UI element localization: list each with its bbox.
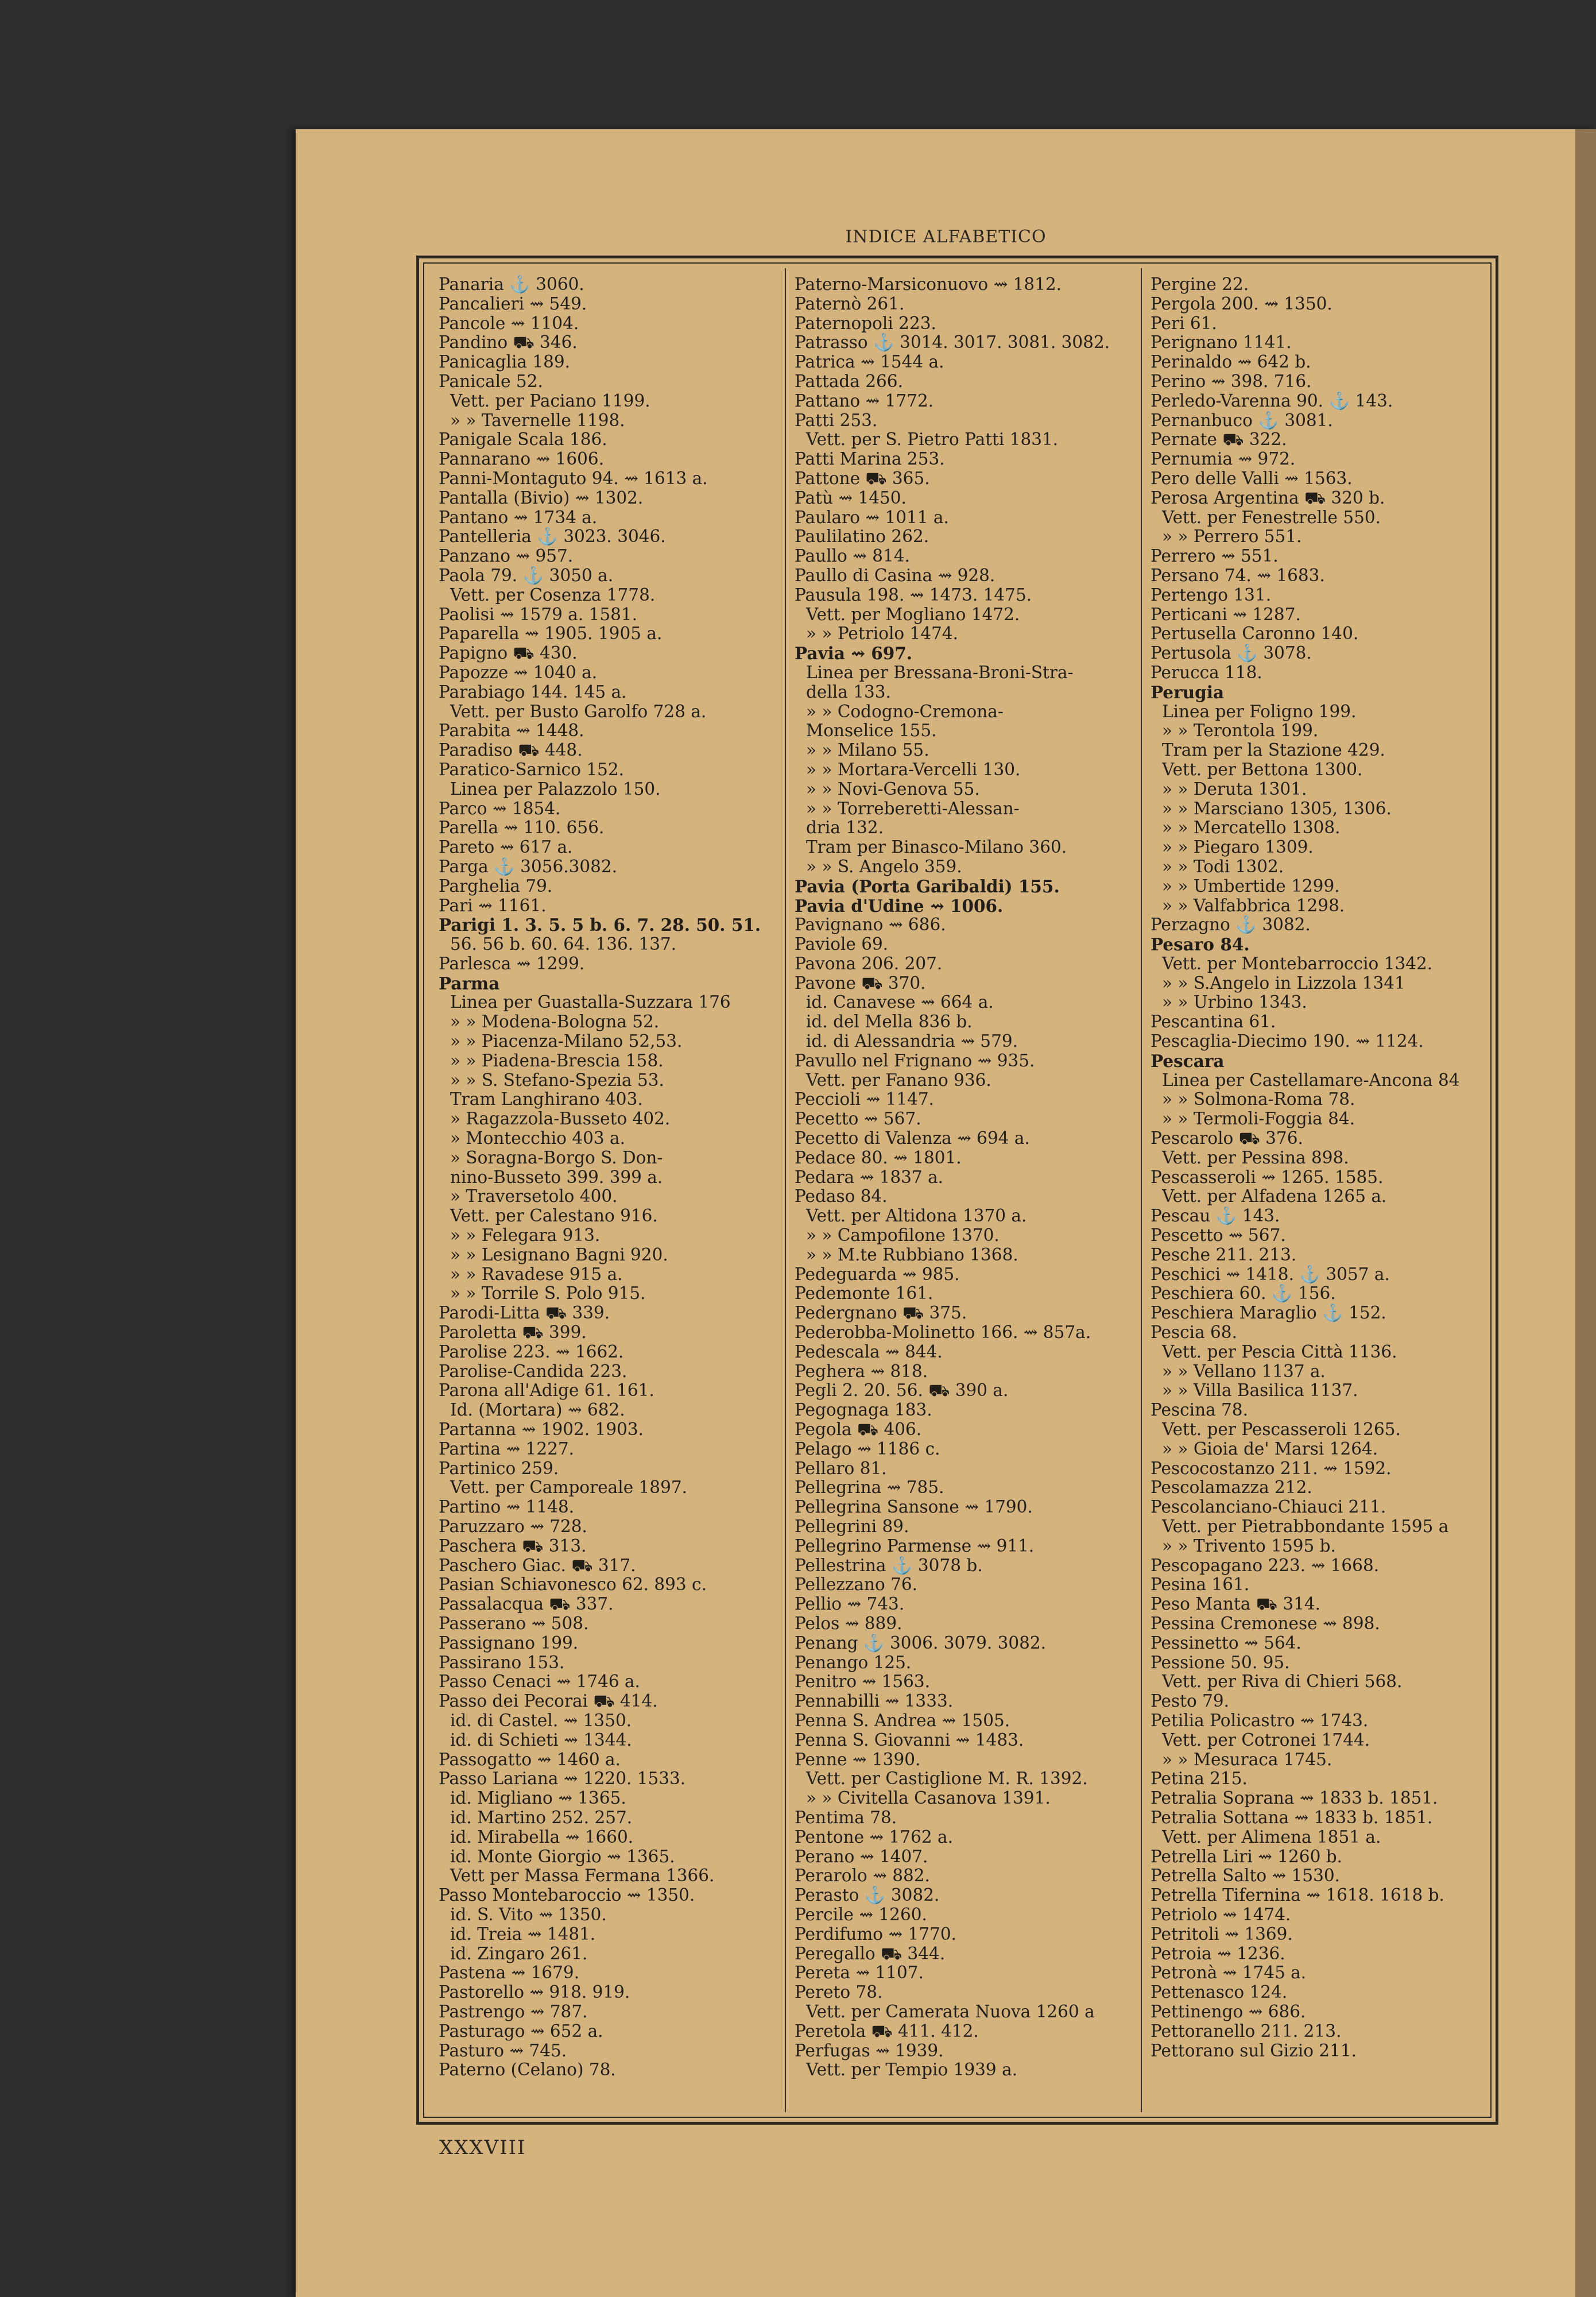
index-entry: Perino ⇝ 398. 716. [1150,372,1312,391]
index-entry: Pescasseroli ⇝ 1265. 1585. [1150,1167,1384,1187]
index-entry: Linea per Guastalla-Suzzara 176 [450,993,731,1012]
index-entry: » » Gioia de' Marsi 1264. [1162,1439,1378,1459]
page-header: INDICE ALFABETICO [845,227,1047,247]
index-entry: Pertusola ⚓ 3078. [1150,644,1312,663]
index-entry: Pastrengo ⇝ 787. [439,2002,588,2021]
index-entry: Pastorello ⇝ 918. 919. [439,1983,630,2002]
index-entry: Parlesca ⇝ 1299. [439,954,585,973]
index-entry: Peso Manta ⛟ 314. [1150,1595,1321,1614]
index-entry: Vett. per Altidona 1370 a. [806,1206,1027,1226]
index-entry: id. di Schieti ⇝ 1344. [450,1730,632,1750]
index-entry: id. Monte Giorgio ⇝ 1365. [450,1847,675,1866]
index-entry: Parodi-Litta ⛟ 339. [439,1304,610,1323]
index-entry: Partino ⇝ 1148. [439,1498,575,1517]
index-entry: Patti 253. [795,411,878,430]
index-entry: Panaria ⚓ 3060. [439,275,584,294]
index-entry: Paternò 261. [795,294,905,314]
index-entry: » » Mesuraca 1745. [1162,1750,1332,1769]
index-entry: Paradiso ⛟ 448. [439,741,583,760]
index-entry: » » Ravadese 915 a. [450,1264,623,1284]
index-entry: Penango 125. [795,1653,912,1672]
index-entry: Perzagno ⚓ 3082. [1150,915,1311,935]
index-entry: Penna S. Giovanni ⇝ 1483. [795,1730,1024,1750]
index-entry: Perano ⇝ 1407. [795,1847,928,1866]
index-entry: Patrica ⇝ 1544 a. [795,353,944,372]
index-entry: Pavullo nel Frignano ⇝ 935. [795,1051,1035,1070]
index-entry: Percile ⇝ 1260. [795,1905,927,1924]
index-entry: Perignano 1141. [1150,333,1292,353]
index-entry: Pellio ⇝ 743. [795,1595,905,1614]
index-entry: Pellegrina Sansone ⇝ 1790. [795,1498,1033,1517]
index-entry: Pentima 78. [795,1808,897,1827]
index-entry: Pedemonte 161. [795,1284,933,1304]
index-entry: » » M.te Rubbiano 1368. [806,1245,1018,1264]
index-entry: Passo Cenaci ⇝ 1746 a. [439,1672,640,1692]
index-entry: Linea per Foligno 199. [1162,702,1357,721]
index-entry: Pero delle Valli ⇝ 1563. [1150,469,1353,488]
index-entry: Paulilatino 262. [795,527,929,547]
index-entry: Pecetto di Valenza ⇝ 694 a. [795,1129,1030,1148]
index-entry: Pescolanciano-Chiauci 211. [1150,1498,1386,1517]
index-entry: Vett. per Fenestrelle 550. [1162,508,1381,527]
index-entry: Paroletta ⛟ 399. [439,1323,587,1343]
index-entry: Vett. per Cosenza 1778. [450,585,656,605]
index-entry: id. S. Vito ⇝ 1350. [450,1905,607,1924]
index-entry: Paparella ⇝ 1905. 1905 a. [439,624,663,644]
index-entry: Perugia [1150,682,1225,702]
column-divider [785,268,786,2112]
index-entry: Vett. per Camerata Nuova 1260 a [806,2002,1095,2021]
index-entry: Pesina 161. [1150,1575,1250,1595]
index-entry: Perucca 118. [1150,663,1262,682]
index-entry: Vett. per Mogliano 1472. [806,605,1020,624]
index-column-3 [1150,275,1495,2060]
index-entry: Pernanbuco ⚓ 3081. [1150,411,1333,430]
index-entry: Paterno (Celano) 78. [439,2060,616,2080]
index-entry: nino-Busseto 399. 399 a. [450,1167,663,1187]
index-entry: Pedara ⇝ 1837 a. [795,1167,944,1187]
index-entry: Parona all'Adige 61. 161. [439,1381,654,1401]
index-entry: Paviole 69. [795,935,889,954]
index-entry: Pellegrini 89. [795,1517,909,1536]
index-entry: Pellegrina ⇝ 785. [795,1478,944,1498]
index-entry: Peregallo ⛟ 344. [795,1944,946,1963]
index-entry: Paterno-Marsiconuovo ⇝ 1812. [795,275,1062,294]
index-entry: id. Mirabella ⇝ 1660. [450,1827,634,1847]
index-entry: Paternopoli 223. [795,314,936,333]
index-entry: Peccioli ⇝ 1147. [795,1090,935,1109]
index-entry: Pausula 198. ⇝ 1473. 1475. [795,585,1032,605]
index-entry: Pattano ⇝ 1772. [795,391,934,411]
index-entry: Pettoranello 211. 213. [1150,2021,1342,2041]
index-entry: Id. (Mortara) ⇝ 682. [450,1401,625,1420]
index-entry: Panzano ⇝ 957. [439,547,574,566]
index-entry: Vett. per Bettona 1300. [1162,760,1363,779]
index-entry: id. di Castel. ⇝ 1350. [450,1711,632,1730]
index-entry: Peghera ⇝ 818. [795,1362,928,1381]
index-entry: Passignano 199. [439,1633,579,1653]
index-entry: Tram per la Stazione 429. [1162,741,1385,760]
index-entry: Vett. per Castiglione M. R. 1392. [806,1769,1088,1789]
index-entry: » » Felegara 913. [450,1226,601,1246]
index-entry: id. Migliano ⇝ 1365. [450,1789,626,1808]
index-entry: Vett. per Cotronei 1744. [1162,1730,1370,1750]
index-entry: » » Umbertide 1299. [1162,876,1340,896]
index-entry: Pellaro 81. [795,1459,887,1478]
index-entry: Penang ⚓ 3006. 3079. 3082. [795,1633,1047,1653]
index-entry: Pescaglia-Diecimo 190. ⇝ 1124. [1150,1032,1424,1051]
index-entry: Vett. per Pescia Città 1136. [1162,1342,1397,1362]
index-entry: Pennabilli ⇝ 1333. [795,1692,954,1711]
index-entry: Pescantina 61. [1150,1012,1276,1032]
index-entry: Paratico-Sarnico 152. [439,760,625,779]
index-entry: Passo Lariana ⇝ 1220. 1533. [439,1769,686,1789]
index-entry: Parella ⇝ 110. 656. [439,818,605,838]
index-entry: » Ragazzola-Busseto 402. [450,1109,671,1129]
index-entry: Paularo ⇝ 1011 a. [795,508,949,527]
index-entry: Parolise 223. ⇝ 1662. [439,1342,624,1362]
index-entry: Papigno ⛟ 430. [439,644,578,663]
index-entry: Pesto 79. [1150,1692,1230,1711]
index-entry: id. Treia ⇝ 1481. [450,1924,596,1944]
index-entry: » » Lesignano Bagni 920. [450,1245,668,1264]
index-entry: Perfugas ⇝ 1939. [795,2041,944,2060]
index-entry: Perrero ⇝ 551. [1150,547,1279,566]
index-entry: 56. 56 b. 60. 64. 136. 137. [450,935,677,954]
index-entry: Tram per Binasco-Milano 360. [806,838,1067,857]
index-entry: Pattone ⛟ 365. [795,469,930,488]
index-entry: » » Termoli-Foggia 84. [1162,1109,1355,1129]
index-entry: Vett. per Alimena 1851 a. [1162,1827,1381,1847]
index-entry: Petina 215. [1150,1769,1248,1789]
index-entry: Parma [439,973,500,993]
index-entry: Pavona 206. 207. [795,954,943,973]
index-entry: Petralia Sottana ⇝ 1833 b. 1851. [1150,1808,1433,1827]
index-entry: Pettinengo ⇝ 686. [1150,2002,1306,2021]
index-entry: Partanna ⇝ 1902. 1903. [439,1420,644,1440]
index-entry: Penne ⇝ 1390. [795,1750,921,1769]
index-entry: » » Torrile S. Polo 915. [450,1284,646,1304]
index-entry: Petralia Soprana ⇝ 1833 b. 1851. [1150,1789,1438,1808]
index-entry: » » Civitella Casanova 1391. [806,1789,1051,1808]
index-entry: Pegola ⛟ 406. [795,1420,922,1440]
index-entry: Pescina 78. [1150,1401,1248,1420]
index-entry: Pereto 78. [795,1983,883,2002]
index-entry: Paola 79. ⚓ 3050 a. [439,566,614,585]
index-entry: » » Tavernelle 1198. [450,411,625,430]
index-entry: » » Todi 1302. [1162,857,1284,876]
index-entry: Parghelia 79. [439,876,553,896]
index-entry: Pentone ⇝ 1762 a. [795,1827,953,1847]
index-entry: » » Novi-Genova 55. [806,779,980,799]
index-entry: Peschiera 60. ⚓ 156. [1150,1284,1336,1304]
index-entry: Petrella Tifernina ⇝ 1618. 1618 b. [1150,1886,1444,1905]
index-entry: Pernumia ⇝ 972. [1150,450,1296,469]
index-entry: Pernate ⛟ 322. [1150,430,1287,450]
index-entry: Pettorano sul Gizio 211. [1150,2041,1357,2060]
index-entry: Paolisi ⇝ 1579 a. 1581. [439,605,638,624]
index-entry: della 133. [806,682,891,702]
index-entry: Pancalieri ⇝ 549. [439,294,587,314]
index-entry: Linea per Castellamare-Ancona 84 [1162,1070,1460,1090]
index-entry: Partinico 259. [439,1459,559,1478]
index-entry: Pavia d'Udine ⇝ 1006. [795,896,1004,916]
index-entry: Parga ⚓ 3056.3082. [439,857,618,876]
index-entry: id. di Alessandria ⇝ 579. [806,1032,1018,1051]
page-number: XXXVIII [439,2136,526,2159]
index-entry: Vett. per Fanano 936. [806,1070,991,1090]
index-entry: Pescopagano 223. ⇝ 1668. [1150,1556,1380,1575]
index-entry: Paullo di Casina ⇝ 928. [795,566,995,585]
index-entry: » » Mortara-Vercelli 130. [806,760,1021,779]
index-entry: Pavia ⇝ 697. [795,644,913,663]
index-entry: Pavia (Porta Garibaldi) 155. [795,876,1060,896]
index-entry: Perosa Argentina ⛟ 320 b. [1150,488,1385,508]
index-entry: Pessione 50. 95. [1150,1653,1290,1672]
index-entry: Vett per Massa Fermana 1366. [450,1866,715,1886]
index-entry: Pederobba-Molinetto 166. ⇝ 857a. [795,1323,1091,1343]
index-entry: Pantalla (Bivio) ⇝ 1302. [439,488,644,508]
index-entry: » » Terontola 199. [1162,721,1319,741]
index-entry: Panni-Montaguto 94. ⇝ 1613 a. [439,469,708,488]
index-entry: Pancole ⇝ 1104. [439,314,579,333]
index-entry: Pescetto ⇝ 567. [1150,1226,1286,1246]
index-entry: » » Deruta 1301. [1162,779,1307,799]
column-divider [1141,268,1142,2112]
index-entry: » Traversetolo 400. [450,1187,618,1206]
index-entry: Passo Montebaroccio ⇝ 1350. [439,1886,695,1905]
index-entry: Pergine 22. [1150,275,1249,294]
index-entry: Patù ⇝ 1450. [795,488,907,508]
index-entry: Pavignano ⇝ 686. [795,915,946,935]
index-entry: Pelago ⇝ 1186 c. [795,1439,940,1459]
index-entry: Vett. per S. Pietro Patti 1831. [806,430,1059,450]
index-entry: Pannarano ⇝ 1606. [439,450,605,469]
index-entry: Parabiago 144. 145 a. [439,682,627,702]
index-entry: Passo dei Pecorai ⛟ 414. [439,1692,658,1711]
index-entry: Peschici ⇝ 1418. ⚓ 3057 a. [1150,1264,1390,1284]
index-entry: Panicaglia 189. [439,353,571,372]
index-entry: » » Valfabbrica 1298. [1162,896,1345,915]
index-entry: Pelos ⇝ 889. [795,1614,902,1633]
index-entry: Pescara [1150,1051,1225,1071]
index-entry: id. Martino 252. 257. [450,1808,633,1827]
index-entry: Passirano 153. [439,1653,565,1672]
index-entry: Pescarolo ⛟ 376. [1150,1129,1303,1148]
index-entry: Pergola 200. ⇝ 1350. [1150,294,1332,314]
index-entry: Pellestrina ⚓ 3078 b. [795,1556,983,1575]
index-entry: Pasturago ⇝ 652 a. [439,2021,603,2041]
index-entry: Pastena ⇝ 1679. [439,1963,580,1983]
index-entry: Persano 74. ⇝ 1683. [1150,566,1325,585]
index-entry: Passalacqua ⛟ 337. [439,1595,614,1614]
index-entry: » Soragna-Borgo S. Don- [450,1148,663,1167]
index-entry: » » S.Angelo in Lizzola 1341 [1162,973,1405,993]
index-entry: Pescolamazza 212. [1150,1478,1312,1498]
index-entry: Vett. per Pietrabbondante 1595 a [1162,1517,1449,1536]
index-entry: Panigale Scala 186. [439,430,607,450]
index-entry: Pedeguarda ⇝ 985. [795,1264,960,1284]
index-entry: Petriolo ⇝ 1474. [1150,1905,1291,1924]
index-entry: Panicale 52. [439,372,543,391]
index-entry: Peri 61. [1150,314,1217,333]
index-entry: Partina ⇝ 1227. [439,1439,575,1459]
index-entry: Peschiera Maraglio ⚓ 152. [1150,1304,1386,1323]
index-entry: Pareto ⇝ 617 a. [439,838,573,857]
index-entry: Vett. per Alfadena 1265 a. [1162,1187,1387,1206]
index-entry: » » Solmona-Roma 78. [1162,1090,1355,1109]
index-entry: » » Mercatello 1308. [1162,818,1341,838]
index-entry: » » Piadena-Brescia 158. [450,1051,664,1070]
index-entry: Tram Langhirano 403. [450,1090,643,1109]
index-entry: Perdifumo ⇝ 1770. [795,1924,956,1944]
index-entry: Pattada 266. [795,372,903,391]
index-entry: Pereta ⇝ 1107. [795,1963,924,1983]
index-entry: Penna S. Andrea ⇝ 1505. [795,1711,1010,1730]
index-entry: Pertusella Caronno 140. [1150,624,1359,644]
index-entry: id. del Mella 836 b. [806,1012,973,1032]
index-entry: Vett. per Camporeale 1897. [450,1478,687,1498]
index-entry: » » Petriolo 1474. [806,624,959,644]
index-entry: Petilia Policastro ⇝ 1743. [1150,1711,1369,1730]
index-entry: Vett. per Pessina 898. [1162,1148,1349,1167]
index-entry: Pessina Cremonese ⇝ 898. [1150,1614,1380,1633]
index-entry: Pecetto ⇝ 567. [795,1109,921,1129]
index-entry: » » Milano 55. [806,741,929,760]
index-entry: » » S. Stefano-Spezia 53. [450,1070,664,1090]
index-frame-inner [423,262,1492,2118]
index-entry: Vett. per Pescasseroli 1265. [1162,1420,1401,1440]
index-entry: Vett. per Busto Garolfo 728 a. [450,702,707,721]
index-entry: » » Piegaro 1309. [1162,838,1314,857]
index-entry: Pescau ⚓ 143. [1150,1206,1280,1226]
index-entry: » » Trivento 1595 b. [1162,1536,1336,1556]
index-entry: Pandino ⛟ 346. [439,333,578,353]
index-entry: » » Vellano 1137 a. [1162,1362,1326,1381]
index-entry: » » Piacenza-Milano 52,53. [450,1032,683,1051]
index-entry: Vett. per Riva di Chieri 568. [1162,1672,1403,1692]
index-entry: Linea per Bressana-Broni-Stra- [806,663,1074,682]
index-entry: Petroia ⇝ 1236. [1150,1944,1285,1963]
index-entry: » » Torreberetti-Alessan- [806,799,1020,818]
index-entry: Monselice 155. [806,721,937,741]
index-entry: » » Villa Basilica 1137. [1162,1381,1358,1401]
index-entry: Papozze ⇝ 1040 a. [439,663,598,682]
index-entry: Pasian Schiavonesco 62. 893 c. [439,1575,707,1595]
index-entry: » » Campofilone 1370. [806,1226,1000,1246]
index-entry: Paschera ⛟ 313. [439,1536,587,1556]
index-entry: Passogatto ⇝ 1460 a. [439,1750,621,1769]
index-entry: » » S. Angelo 359. [806,857,962,876]
index-entry: Pedergnano ⛟ 375. [795,1304,967,1323]
index-entry: Parolise-Candida 223. [439,1362,627,1381]
index-entry: Pescia 68. [1150,1323,1237,1343]
index-entry: Pasturo ⇝ 745. [439,2041,567,2060]
index-entry: Pegognaga 183. [795,1401,932,1420]
index-entry: Pavone ⛟ 370. [795,973,926,993]
index-entry: » » Urbino 1343. [1162,993,1307,1012]
index-entry: » » Marsciano 1305, 1306. [1162,799,1392,818]
index-column-2 [795,275,1139,2080]
index-entry: Pertengo 131. [1150,585,1272,605]
index-entry: Perasto ⚓ 3082. [795,1886,940,1905]
index-entry: Peretola ⛟ 411. 412. [795,2021,979,2041]
index-entry: Pantano ⇝ 1734 a. [439,508,598,527]
index-entry: Vett. per Calestano 916. [450,1206,658,1226]
index-entry: Perledo-Varenna 90. ⚓ 143. [1150,391,1393,411]
index-entry: Petronà ⇝ 1745 a. [1150,1963,1307,1983]
index-entry: Vett. per Paciano 1199. [450,391,650,411]
index-entry: Paschero Giac. ⛟ 317. [439,1556,636,1575]
index-entry: Pedaso 84. [795,1187,888,1206]
index-entry: Linea per Palazzolo 150. [450,779,661,799]
index-entry: Patti Marina 253. [795,450,945,469]
index-entry: Parigi 1. 3. 5. 5 b. 6. 7. 28. 50. 51. [439,915,761,935]
index-entry: id. Canavese ⇝ 664 a. [806,993,994,1012]
index-entry: Pesche 211. 213. [1150,1245,1297,1264]
index-entry: Pescocostanzo 211. ⇝ 1592. [1150,1459,1392,1478]
index-entry: Passerano ⇝ 508. [439,1614,589,1633]
book-page [296,129,1596,2297]
index-entry: Pedace 80. ⇝ 1801. [795,1148,962,1167]
index-entry: Parco ⇝ 1854. [439,799,561,818]
index-entry: » » Codogno-Cremona- [806,702,1004,721]
index-entry: Penitro ⇝ 1563. [795,1672,931,1692]
index-entry: Perinaldo ⇝ 642 b. [1150,353,1311,372]
index-entry: Petrella Liri ⇝ 1260 b. [1150,1847,1342,1866]
index-entry: Pedescala ⇝ 844. [795,1342,943,1362]
index-entry: Perarolo ⇝ 882. [795,1866,930,1886]
index-entry: Petritoli ⇝ 1369. [1150,1924,1293,1944]
index-entry: id. Zingaro 261. [450,1944,588,1963]
index-entry: Pellegrino Parmense ⇝ 911. [795,1536,1035,1556]
index-entry: » » Modena-Bologna 52. [450,1012,660,1032]
index-entry: Pegli 2. 20. 56. ⛟ 390 a. [795,1381,1009,1401]
index-entry: Pari ⇝ 1161. [439,896,547,915]
index-entry: Pessinetto ⇝ 564. [1150,1633,1301,1653]
index-entry: Pantelleria ⚓ 3023. 3046. [439,527,666,547]
index-entry: Pettenasco 124. [1150,1983,1288,2002]
index-column-1 [439,275,783,2080]
index-entry: Pesaro 84. [1150,935,1250,954]
index-frame [416,256,1498,2125]
index-entry: dria 132. [806,818,884,838]
index-entry: Pellezzano 76. [795,1575,918,1595]
index-entry: Petrella Salto ⇝ 1530. [1150,1866,1341,1886]
index-entry: Vett. per Tempio 1939 a. [806,2060,1018,2080]
index-entry: Parabita ⇝ 1448. [439,721,584,741]
index-entry: Paruzzaro ⇝ 728. [439,1517,587,1536]
index-entry: » Montecchio 403 a. [450,1129,625,1148]
index-entry: Perticani ⇝ 1287. [1150,605,1301,624]
index-entry: » » Perrero 551. [1162,527,1302,547]
index-entry: Vett. per Montebarroccio 1342. [1162,954,1433,973]
index-entry: Patrasso ⚓ 3014. 3017. 3081. 3082. [795,333,1110,353]
index-entry: Paullo ⇝ 814. [795,547,910,566]
